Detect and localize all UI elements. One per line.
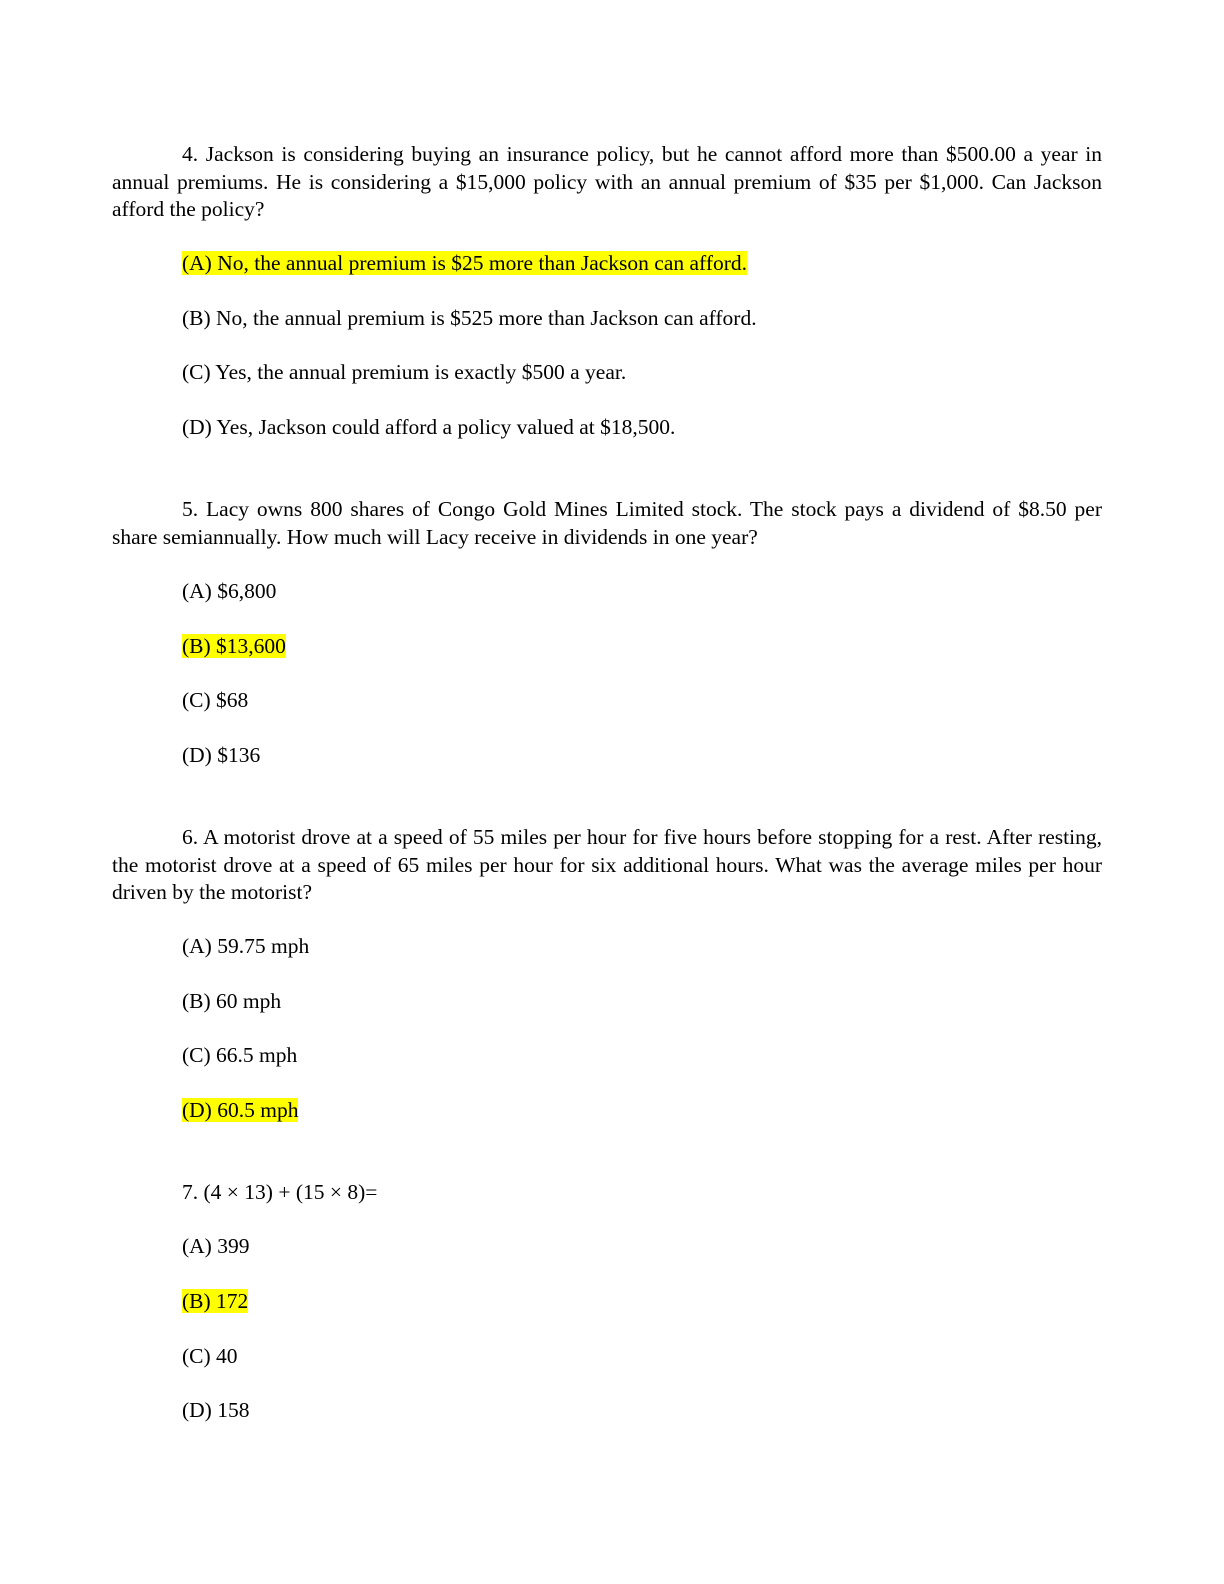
question-5-choice-c: [182, 687, 248, 715]
question-6-choice-b: [182, 988, 281, 1016]
question-5-choice-d: [182, 742, 260, 770]
question-7-stem: 7. (4 × 13) + (15 × 8)=: [182, 1180, 378, 1204]
question-4-choice-b: [182, 305, 757, 333]
choice-text: (D) $136: [182, 743, 261, 767]
choice-text: (A) 399: [182, 1234, 250, 1258]
choice-text: (D) Yes, Jackson could afford a policy valued at $18,500.: [182, 415, 676, 439]
answer-highlight: (A) No, the annual premium is $25 more than Jackson can afford.: [182, 251, 748, 275]
choice-text: (C) $68: [182, 688, 249, 712]
question-4-stem: 4. Jackson is considering buying an insurance policy, but he cannot afford more than $500.00 a year in annual premiums. He is considering a $15,000 policy with an annual premium of $35 per $1,000. Can Jackson afford the policy?: [112, 142, 1102, 221]
choice-text: (C) 66.5 mph: [182, 1043, 298, 1067]
question-7-choice-b: [182, 1288, 248, 1316]
question-7-choice-c: [182, 1343, 238, 1371]
question-4-choice-c: [182, 359, 626, 387]
answer-highlight: (B) $13,600: [182, 634, 286, 658]
question-5-stem: 5. Lacy owns 800 shares of Congo Gold Mines Limited stock. The stock pays a dividend of $8.50 per share semiannually. How much will Lacy receive in dividends in one year?: [112, 497, 1102, 549]
choice-text: (A) 59.75 mph: [182, 934, 310, 958]
question-4-choice-a: [182, 250, 747, 278]
question-6-choice-a: [182, 933, 309, 961]
question-7-choice-d: [182, 1397, 249, 1425]
choice-text: (A) $6,800: [182, 579, 277, 603]
question-7-choice-a: [182, 1233, 249, 1261]
choice-text: (D) 158: [182, 1398, 250, 1422]
question-6-choice-d: [182, 1097, 298, 1125]
question-5-choice-a: [182, 578, 276, 606]
question-4-choice-d: [182, 414, 675, 442]
choice-text: (B) 60 mph: [182, 989, 282, 1013]
choice-text: (C) 40: [182, 1344, 238, 1368]
choice-text: (C) Yes, the annual premium is exactly $500 a year.: [182, 360, 627, 384]
question-6-stem: 6. A motorist drove at a speed of 55 miles per hour for five hours before stopping for a rest. After resting, the motorist drove at a speed of 65 miles per hour for six additional hours. What was the average miles per hour driven by the motorist?: [112, 825, 1102, 904]
answer-highlight: (D) 60.5 mph: [182, 1098, 299, 1122]
choice-text: (B) No, the annual premium is $525 more than Jackson can afford.: [182, 306, 757, 330]
question-5-choice-b: [182, 633, 286, 661]
question-6-choice-c: [182, 1042, 297, 1070]
answer-highlight: (B) 172: [182, 1289, 249, 1313]
